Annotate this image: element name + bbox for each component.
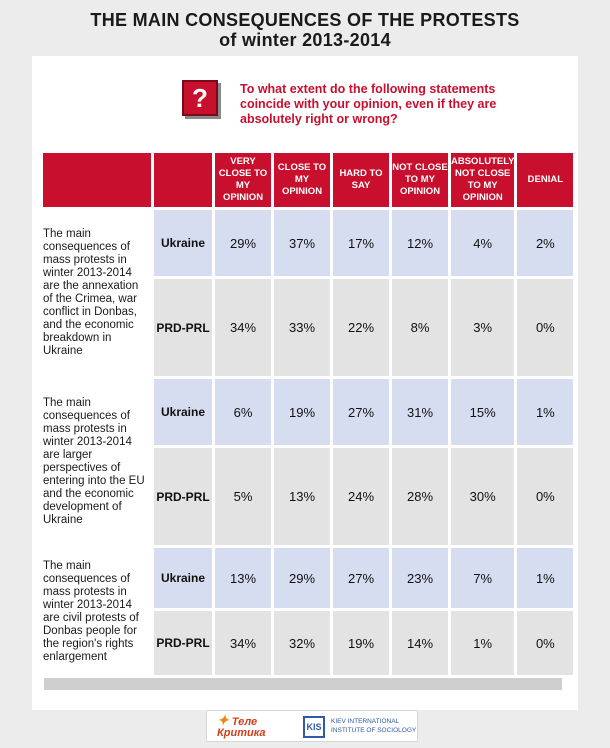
data-cell: 32% <box>274 611 330 675</box>
data-cell: 29% <box>215 210 271 276</box>
data-cell: 27% <box>333 379 389 445</box>
data-cell: 19% <box>333 611 389 675</box>
data-cell: 33% <box>274 279 330 376</box>
group-label: Ukraine <box>154 379 212 445</box>
footer-logos <box>206 710 418 742</box>
data-cell: 0% <box>517 448 573 545</box>
data-cell: 15% <box>451 379 514 445</box>
table-row <box>43 548 573 608</box>
statement-text: The main consequences of mass protests in winter 2013-2014 are larger perspectives of entering into the EU and the economic development of Ukraine <box>43 379 151 545</box>
title-line-1: THE MAIN CONSEQUENCES OF THE PROTESTS <box>90 10 520 30</box>
data-cell: 13% <box>215 548 271 608</box>
telekritika-logo-text: Теле Критика <box>217 716 266 739</box>
data-cell: 8% <box>392 279 448 376</box>
column-header: NOT CLOSE TO MY OPINION <box>392 153 448 207</box>
statement-text: The main consequences of mass protests in winter 2013-2014 are civil protests of Donbas people for the region's rights enlargement <box>43 548 151 675</box>
page-title <box>0 10 610 50</box>
data-cell: 17% <box>333 210 389 276</box>
data-cell: 1% <box>517 379 573 445</box>
title-line-2: of winter 2013-2014 <box>219 30 391 50</box>
data-cell: 1% <box>451 611 514 675</box>
data-cell: 23% <box>392 548 448 608</box>
data-cell: 22% <box>333 279 389 376</box>
data-cell: 29% <box>274 548 330 608</box>
data-cell: 1% <box>517 548 573 608</box>
column-header: HARD TO SAY <box>333 153 389 207</box>
data-cell: 6% <box>215 379 271 445</box>
data-cell: 0% <box>517 279 573 376</box>
data-cell: 0% <box>517 611 573 675</box>
telekritika-mark-icon: ✦ <box>217 712 229 728</box>
data-cell: 31% <box>392 379 448 445</box>
header-blank-statement <box>43 153 151 207</box>
question-text: To what extent do the following statements coincide with your opinion, even if they are absolutely right or wrong? <box>240 82 497 126</box>
statement-text: The main consequences of mass protests in winter 2013-2014 are the annexation of the Crimea, war conflict in Donbas, and the economic breakdown in Ukraine <box>43 210 151 376</box>
data-cell: 24% <box>333 448 389 545</box>
table-row <box>43 210 573 276</box>
group-label: PRD-PRL <box>154 279 212 376</box>
data-cell: 30% <box>451 448 514 545</box>
data-cell: 37% <box>274 210 330 276</box>
data-cell: 14% <box>392 611 448 675</box>
data-cell: 34% <box>215 279 271 376</box>
survey-table <box>40 150 576 678</box>
group-label: Ukraine <box>154 210 212 276</box>
data-cell: 13% <box>274 448 330 545</box>
data-cell: 27% <box>333 548 389 608</box>
header-blank-group <box>154 153 212 207</box>
data-cell: 2% <box>517 210 573 276</box>
column-header: ABSOLUTELY NOT CLOSE TO MY OPINION <box>451 153 514 207</box>
column-header: CLOSE TO MY OPINION <box>274 153 330 207</box>
data-cell: 28% <box>392 448 448 545</box>
data-cell: 3% <box>451 279 514 376</box>
question-mark-icon: ? <box>182 80 218 116</box>
kiis-logo-text: KIEV INTERNATIONAL INSTITUTE OF SOCIOLOGY <box>331 718 417 734</box>
data-cell: 34% <box>215 611 271 675</box>
data-cell: 19% <box>274 379 330 445</box>
group-label: PRD-PRL <box>154 448 212 545</box>
telekritika-logo <box>217 712 297 739</box>
data-cell: 7% <box>451 548 514 608</box>
header-row <box>43 153 573 207</box>
table-row <box>43 379 573 445</box>
group-label: Ukraine <box>154 548 212 608</box>
data-cell: 5% <box>215 448 271 545</box>
column-header: DENIAL <box>517 153 573 207</box>
data-cell: 4% <box>451 210 514 276</box>
column-header: VERY CLOSE TO MY OPINION <box>215 153 271 207</box>
data-cell: 12% <box>392 210 448 276</box>
group-label: PRD-PRL <box>154 611 212 675</box>
kiis-logo-icon: KIS <box>303 716 325 738</box>
